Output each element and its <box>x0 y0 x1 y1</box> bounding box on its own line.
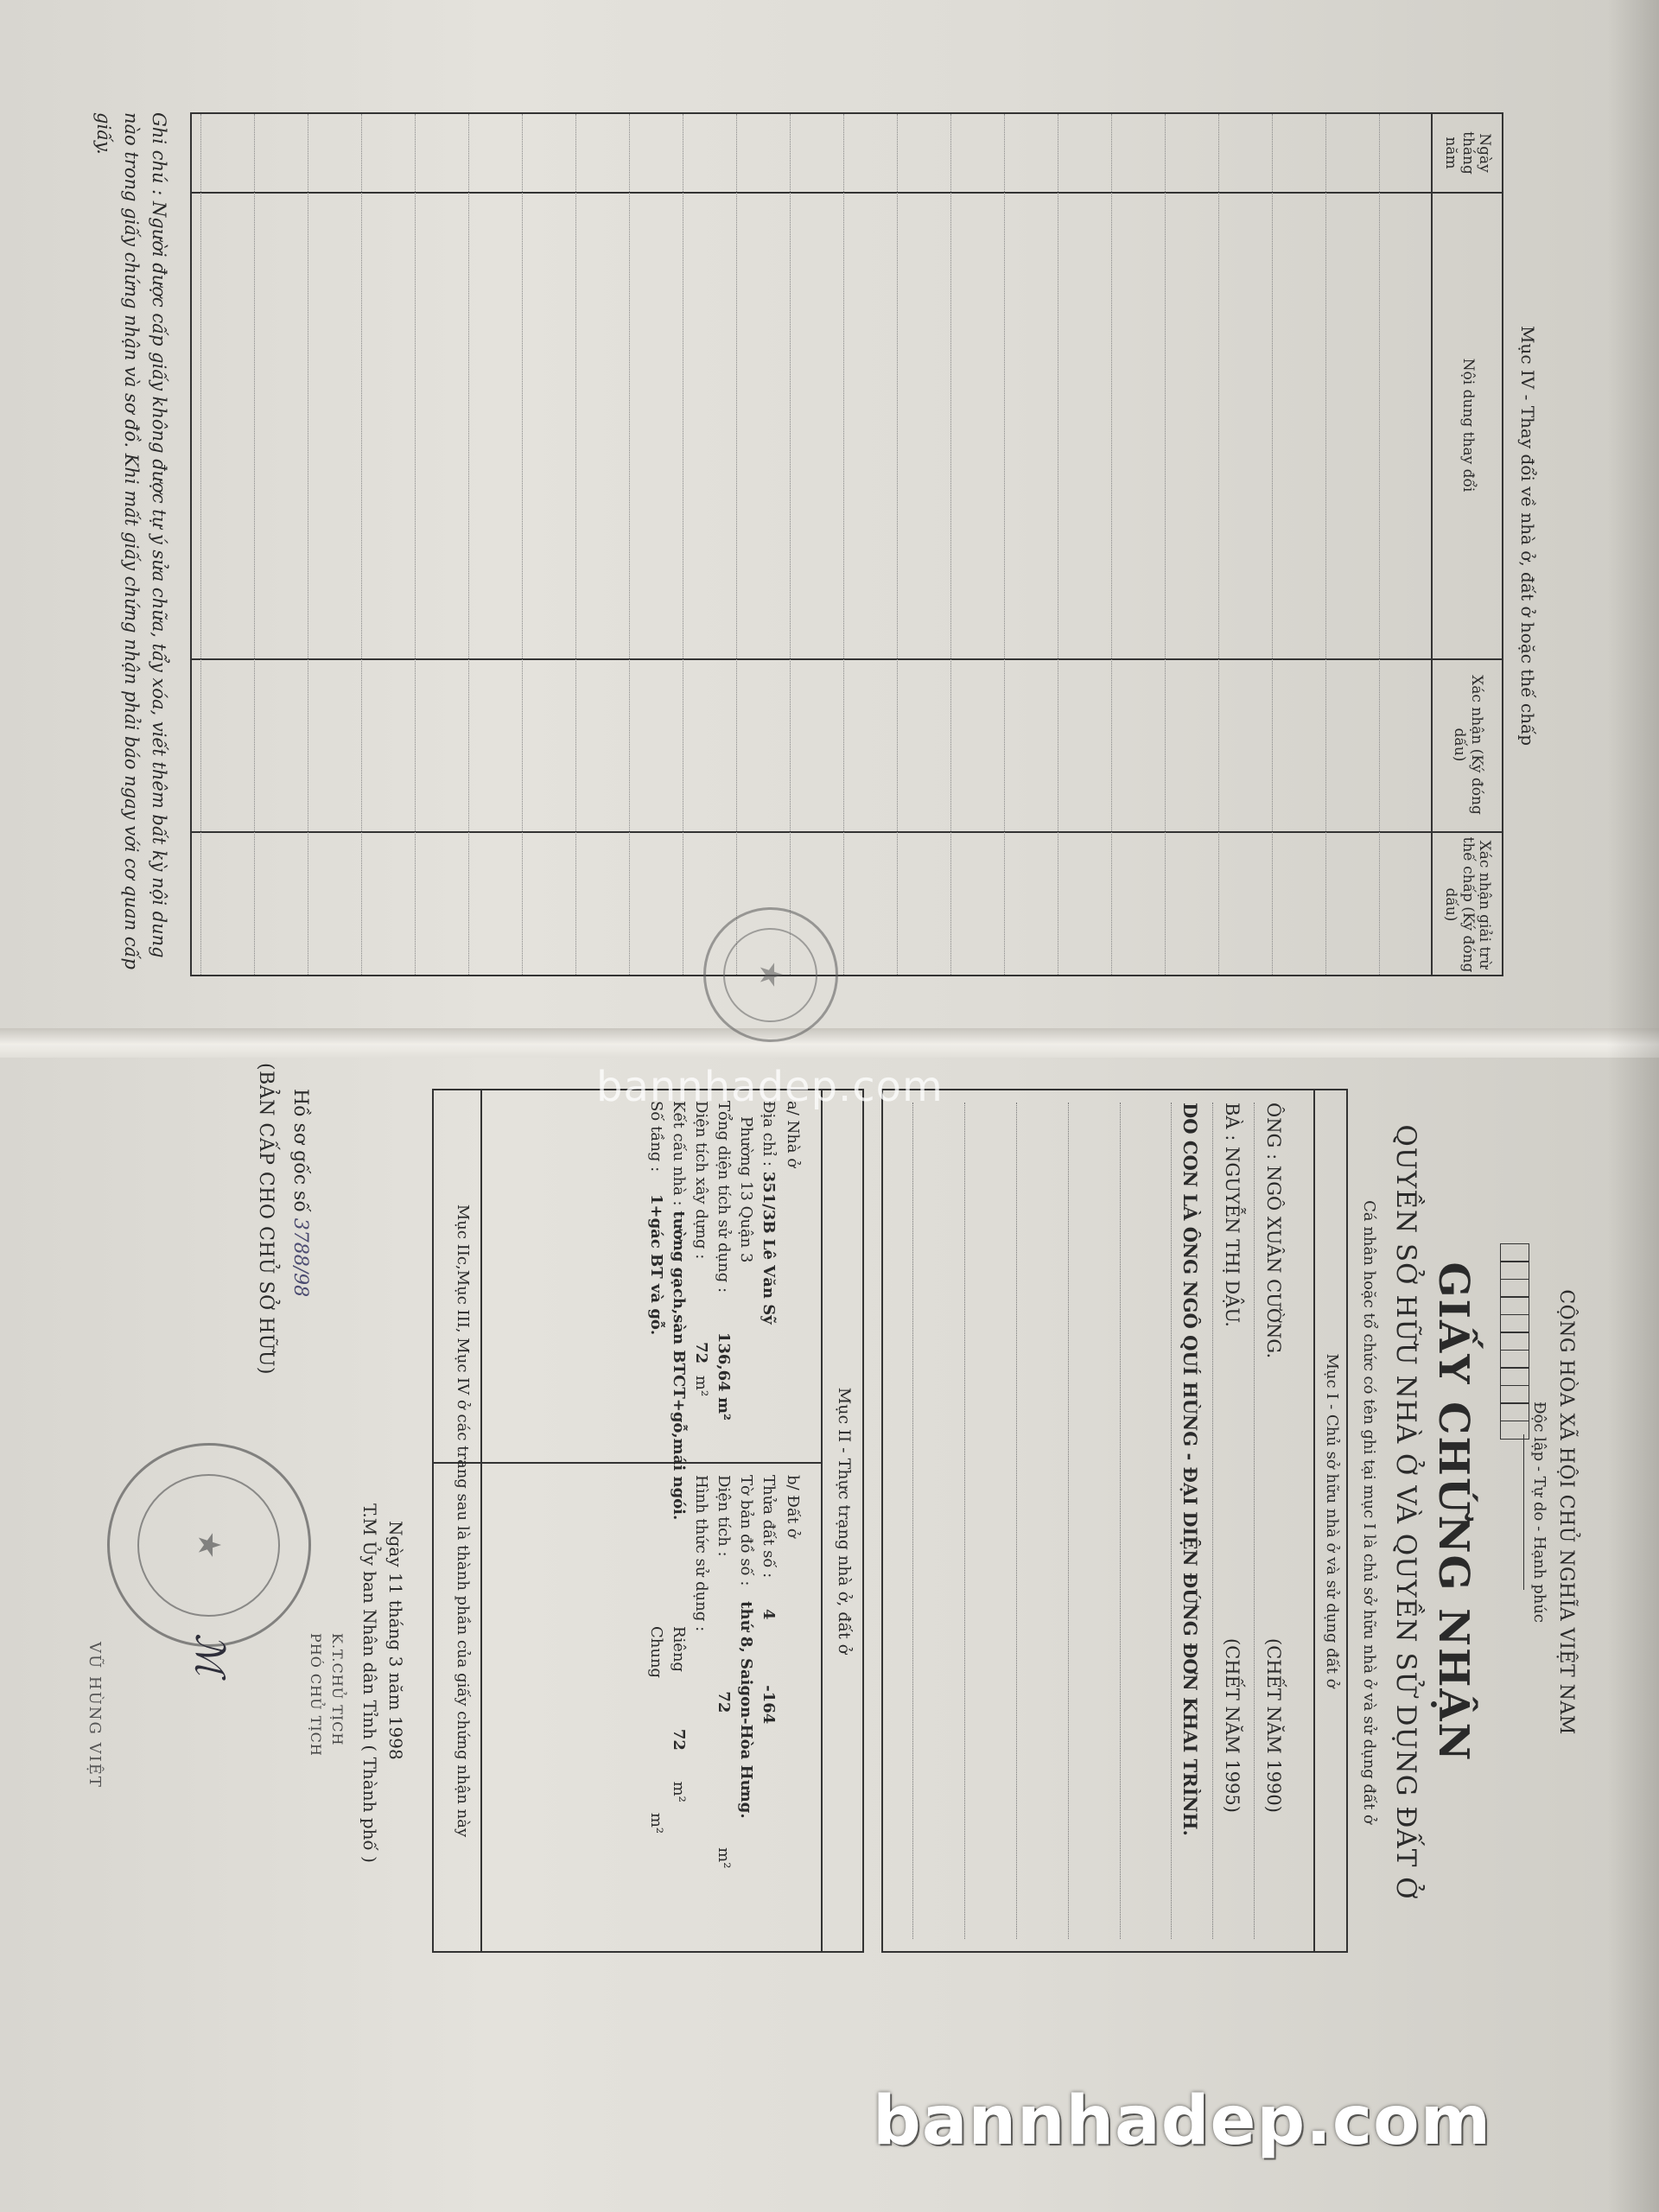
house-total-area-value: 136,64 m² <box>715 1332 733 1421</box>
land-private-row <box>669 1626 688 1802</box>
section-i-box <box>881 1089 1348 1953</box>
house-total-area-row <box>714 1101 733 1421</box>
land-shared-row <box>646 1626 665 1834</box>
owner-2-prefix: BÀ <box>1222 1103 1243 1129</box>
table-row <box>575 114 629 975</box>
certificate-subtitle: QUYỀN SỞ HỮU NHÀ Ở VÀ QUYỀN SỬ DỤNG ĐẤT Ở <box>1390 1124 1421 1900</box>
land-private-value: 72 <box>670 1728 688 1751</box>
land-private-unit: m² <box>670 1781 688 1802</box>
page-certificate <box>0 1037 1659 2212</box>
serial-number-boxes <box>1500 1244 1529 1440</box>
table-row <box>1379 114 1433 975</box>
representative-text: DO CON LÀ ÔNG NGÔ QUÍ HÙNG - ĐẠI DIỆN ĐỨNG ĐƠN KHAI TRÌNH. <box>1179 1103 1201 1836</box>
table-row <box>1165 114 1218 975</box>
land-shared-label: Chung <box>647 1626 665 1679</box>
serial-box <box>1500 1296 1529 1315</box>
page-seal-stamp <box>703 907 838 1042</box>
house-heading: a/ Nhà ở <box>784 1101 802 1168</box>
table-row <box>361 114 415 975</box>
owner-1-name: : NGÔ XUÂN CƯỜNG. <box>1263 1154 1284 1359</box>
house-address-value: 351/3B Lê Văn Sỹ <box>760 1171 778 1325</box>
section-ii-title: Mục II - Thực trạng nhà ở, đất ở <box>835 1387 854 1655</box>
house-built-area-row <box>691 1101 710 1396</box>
table-row <box>1111 114 1165 975</box>
certificate-intro: Cá nhân hoặc tổ chức có tên ghi tại mục I là chủ sở hữu nhà ở và sử dụng đất ở <box>1360 1200 1378 1824</box>
owner-2-note: (CHẾT NĂM 1995) <box>1222 1638 1243 1813</box>
house-structure-value: tường gạch,sàn BTCT+gỗ,mái ngói. <box>670 1211 688 1521</box>
usage-note: Ghi chú : Người được cấp giấy không được tự ý sửa chữa, tẩy xóa, viết thêm bất kỳ nội dung nào trong giấy chứng nhận và sơ đồ. Khi mất giấy chứng nhận phải báo ngay với cơ quan cấp giấy. <box>93 112 169 969</box>
serial-box <box>1500 1279 1529 1298</box>
blank-line <box>964 1103 966 1939</box>
house-floors-row <box>646 1101 665 1335</box>
serial-box <box>1500 1332 1529 1351</box>
seal-star-icon: ★ <box>724 928 818 1022</box>
land-usage-row <box>691 1475 710 1631</box>
table-row <box>683 114 736 975</box>
watermark-large: bannhadep.com <box>873 2082 1491 2160</box>
blank-line <box>1068 1103 1070 1939</box>
owner-1-prefix: ÔNG <box>1263 1103 1284 1148</box>
changes-table-rows <box>192 114 1433 975</box>
section-iv-title: Mục IV - Thay đổi về nhà ở, đất ở hoặc thế chấp <box>1517 325 1538 747</box>
land-plot-row <box>759 1475 778 1724</box>
table-row <box>522 114 575 975</box>
header-content: Nội dung thay đổi <box>1459 358 1477 493</box>
owner-2-line <box>1212 1103 1243 1939</box>
table-row <box>950 114 1004 975</box>
table-row <box>1004 114 1058 975</box>
land-heading: b/ Đất ở <box>784 1475 802 1538</box>
section-ii-footnote: Mục IIc,Mục III, Mục IV ở các trang sau là thành phần của giấy chứng nhận này <box>454 1204 472 1838</box>
blank-line <box>912 1103 914 1939</box>
header-date: Ngày tháng năm <box>1442 131 1494 175</box>
owner-2-name: : NGUYỄN THỊ DẬU. <box>1222 1135 1243 1327</box>
house-built-area-unit: m² <box>692 1375 710 1397</box>
changes-table <box>190 112 1503 976</box>
land-usage-label: Hình thức sử dụng : <box>692 1475 710 1632</box>
vice-chair-title: PHÓ CHỦ TỊCH <box>308 1633 324 1757</box>
house-ward: Phường 13 Quận 3 <box>737 1116 755 1263</box>
table-row <box>1058 114 1111 975</box>
table-row <box>254 114 308 975</box>
land-plot-value: 4 <box>760 1608 778 1620</box>
blank-line <box>1120 1103 1122 1939</box>
table-row <box>1218 114 1272 975</box>
table-row <box>629 114 683 975</box>
official-seal-stamp <box>107 1443 311 1647</box>
land-map-row <box>736 1475 755 1819</box>
house-floors-label: Số tầng : <box>647 1101 665 1173</box>
table-row <box>1272 114 1325 975</box>
land-map-value: thứ 8, Saigon-Hòa Hưng. <box>737 1601 755 1819</box>
house-built-area-value: 72 <box>692 1342 710 1364</box>
national-motto: Độc lập - Tự do - Hạnh phúc <box>1530 1401 1548 1624</box>
section-ii-divider <box>434 1462 823 1464</box>
section-ii-box <box>432 1089 864 1953</box>
certificate-title: GIẤY CHỨNG NHẬN <box>1429 1262 1478 1763</box>
seal-star-icon: ★ <box>138 1474 281 1617</box>
issue-date: Ngày 11 tháng 3 năm 1998 <box>385 1521 406 1760</box>
serial-box <box>1500 1314 1529 1333</box>
table-row <box>736 114 790 975</box>
land-area-row <box>714 1475 733 1868</box>
page-section-iv <box>0 0 1659 1011</box>
owner-1-note: (CHẾT NĂM 1990) <box>1263 1638 1284 1813</box>
serial-box <box>1500 1243 1529 1262</box>
representative-line <box>1171 1103 1201 1939</box>
signer-name: VŨ HÙNG VIỆT <box>86 1642 104 1789</box>
owner-1-line <box>1254 1103 1284 1939</box>
table-row <box>468 114 522 975</box>
handwritten-signature: ℳ <box>187 1633 233 1676</box>
land-area-unit: m² <box>715 1847 733 1869</box>
republic-header: CỘNG HÒA XÃ HỘI CHỦ NGHĨA VIỆT NAM <box>1555 1289 1577 1735</box>
copy-note: (BẢN CẤP CHO CHỦ SỞ HỮU) <box>255 1063 276 1375</box>
land-map-label: Tờ bản đồ số : <box>737 1475 755 1586</box>
on-behalf-title: K.T.CHỦ TỊCH <box>329 1633 346 1746</box>
serial-box <box>1500 1350 1529 1369</box>
serial-box <box>1500 1402 1529 1421</box>
house-address-row <box>759 1101 778 1325</box>
house-structure-label: Kết cấu nhà : <box>670 1101 688 1206</box>
header-release: Xác nhận giải trừ thế chấp (Ký đóng dấu) <box>1442 836 1494 973</box>
land-plot-label: Thửa đất số : <box>760 1475 778 1579</box>
issuing-committee: T.M Ủy ban Nhân dân Tỉnh ( Thành phố ) <box>359 1503 380 1863</box>
table-row <box>308 114 361 975</box>
section-ii-rule <box>821 1090 823 1951</box>
house-built-area-label: Diện tích xây dựng : <box>692 1101 710 1260</box>
table-row <box>415 114 468 975</box>
section-i-rule <box>1313 1090 1315 1951</box>
house-address-label: Địa chỉ : <box>760 1101 778 1166</box>
land-shared-unit: m² <box>647 1812 665 1834</box>
table-row <box>1325 114 1379 975</box>
land-private-label: Riêng <box>670 1626 688 1673</box>
serial-box <box>1500 1385 1529 1404</box>
file-number-row <box>289 1089 311 1297</box>
serial-box <box>1500 1421 1529 1440</box>
serial-box <box>1500 1367 1529 1386</box>
table-row <box>843 114 897 975</box>
table-row <box>790 114 843 975</box>
file-number-value: 3788/98 <box>289 1217 311 1298</box>
land-area-value: 72 <box>715 1691 733 1713</box>
motto-underline <box>1523 1434 1524 1590</box>
file-number-label: Hồ sơ gốc số <box>289 1089 311 1212</box>
table-row <box>897 114 950 975</box>
land-plot-suffix: -164 <box>760 1685 778 1725</box>
house-floors-value: 1+gác BT và gỗ. <box>647 1193 665 1336</box>
house-structure-row <box>669 1101 688 1520</box>
blank-line <box>1016 1103 1018 1939</box>
watermark-small: bannhadep.com <box>596 1063 944 1111</box>
header-confirm: Xác nhận (Ký đóng dấu) <box>1451 675 1485 815</box>
house-total-area-label: Tổng diện tích sử dụng : <box>715 1101 733 1294</box>
table-row <box>200 114 254 975</box>
land-area-label: Diện tích : <box>715 1475 733 1557</box>
serial-box <box>1500 1261 1529 1280</box>
section-ii-footer-rule <box>480 1090 482 1951</box>
section-i-title: Mục I - Chủ sở hữu nhà ở và sử dụng đất ở <box>1323 1353 1341 1688</box>
